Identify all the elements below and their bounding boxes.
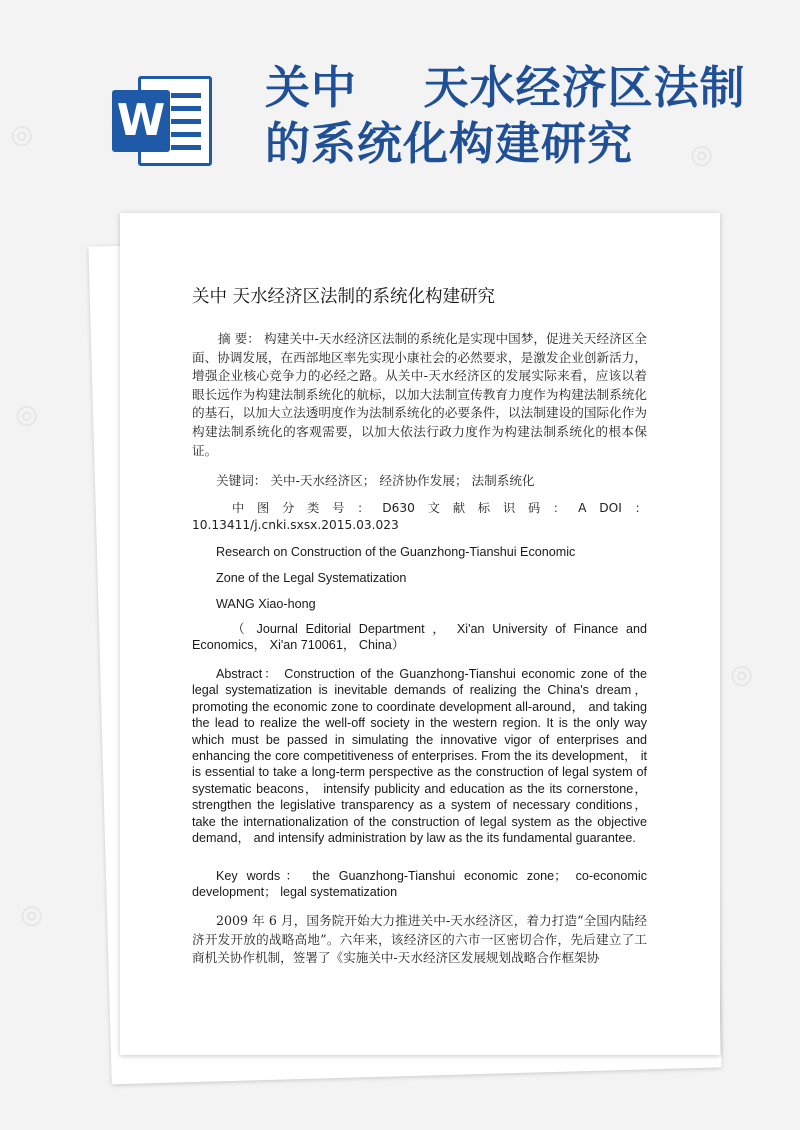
- main-title-line-1: 关中 天水经济区法制: [265, 61, 746, 114]
- classification-line: [192, 500, 647, 534]
- watermark-logo: ◎: [10, 397, 42, 433]
- abstract-chinese: 摘 要： 构建关中-天水经济区法制的系统化是实现中国梦，促进关天经济区全面、协调发展，在西部地区率先实现小康社会的必然要求，是激发企业创新活力，增强企业核心竞争力的必经之路。从关中-天水经济区的发展实际来看，应该以着眼长远作为构建法制系统化的航标，以加大法制宣传教育力度作为构建法制系统化的基石，以加大立法透明度作为法制系统化的必要条件，以法制建设的国际化作为构建法制系统化的客观需要，以加大依法行政力度作为构建法制系统化的根本保证。: [192, 331, 647, 458]
- word-letter: W: [112, 90, 170, 152]
- english-title-line-1: Research on Construction of the Guanzhong-Tianshui Economic: [216, 545, 576, 559]
- author-name: WANG Xiao-hong: [216, 597, 316, 611]
- document-title: 关中 天水经济区法制的系统化构建研究: [192, 287, 496, 307]
- keywords-english: Key words： the Guanzhong-Tianshui economic zone； co-economic development； legal systematization: [192, 869, 647, 900]
- main-title-line-2: 的系统化构建研究: [265, 117, 634, 170]
- watermark-logo: ◎: [725, 657, 757, 693]
- word-icon: [112, 76, 214, 166]
- classification-codes: 中 图 分 类 号 ： D630 文 献 标 识 码 ： A DOI ：: [232, 501, 647, 515]
- abstract-english: Abstract： Construction of the Guanzhong-Tianshui economic zone of the legal systematization is inevitable demands of realizing the China's dream， promoting the economic zone to coordinate development all-around， and taking the lead to realize the well-off society in the western region. It is the only way which must be passed in simulating the innovative vigor of enterprises and enhancing the core competitiveness of enterprises. From the its development， it is essential to take a long-term perspective as the construction of legal system of systematic beacons， intensify publicity and education as the its cornerstone， strengthen the legislative transparency as a system of necessary conditions， take the internationalization of the construction of legal system as the objective demand， and intensify administration by law as the its fundamental guarantee.: [192, 667, 647, 846]
- doi-value: 10.13411/j.cnki.sxsx.2015.03.023: [192, 518, 399, 532]
- watermark-logo: ◎: [15, 897, 47, 933]
- body-paragraph: 2009 年 6 月，国务院开始大力推进关中-天水经济区，着力打造“全国内陆经济开发开放的战略高地”。六年来，该经济区的六市一区密切合作，先后建立了工商机关协作机制，签署了《实施关中-天水经济区发展规划战略合作框架协: [192, 913, 647, 966]
- author-affiliation: （ Journal Editorial Department ， Xi'an University of Finance and Economics， Xi'an 710061， China）: [192, 622, 647, 653]
- watermark-logo: ◎: [685, 137, 717, 173]
- keywords-chinese: 关键词： 关中-天水经济区； 经济协作发展； 法制系统化: [216, 473, 535, 488]
- watermark-logo: ◎: [5, 117, 37, 153]
- document-page: [120, 213, 720, 1055]
- english-title-line-2: Zone of the Legal Systematization: [216, 571, 407, 585]
